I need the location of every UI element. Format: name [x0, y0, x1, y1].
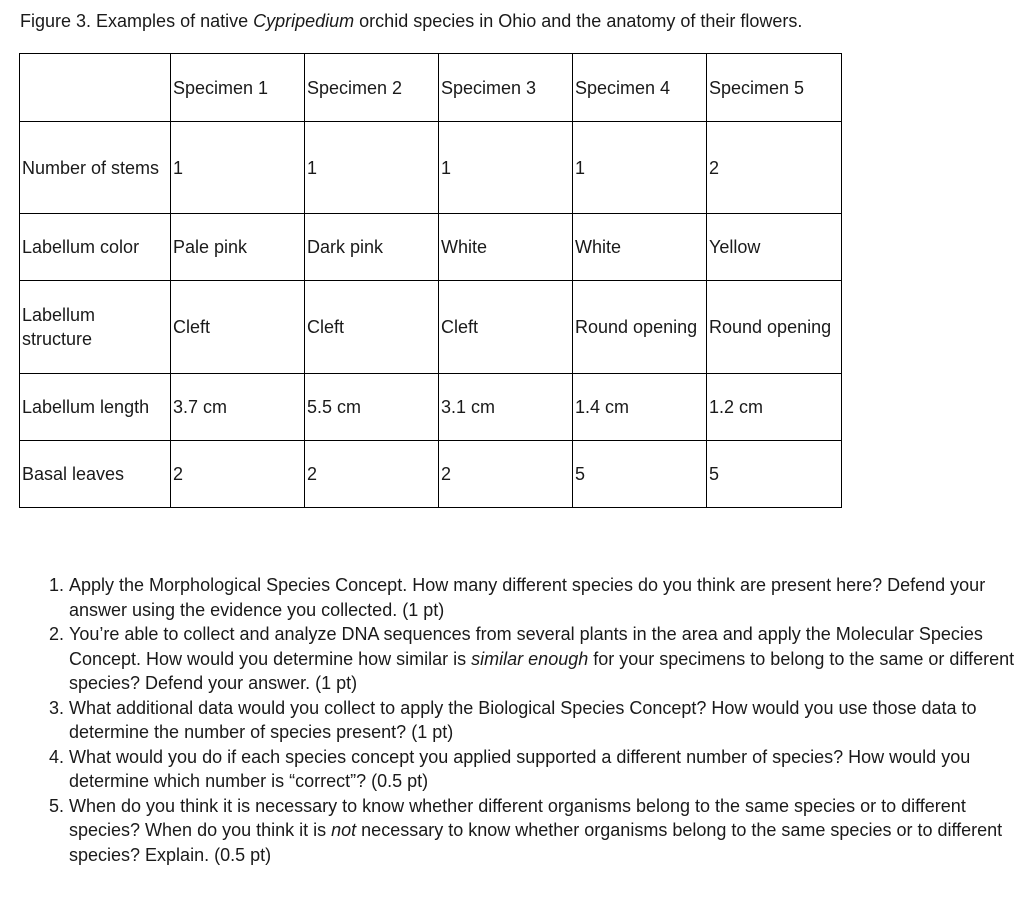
- table-cell: White: [573, 214, 707, 281]
- table-cell: 1: [305, 122, 439, 214]
- table-cell: 1: [573, 122, 707, 214]
- table-row: [20, 374, 842, 441]
- question-3-text: What additional data would you collect to apply the Biological Species Concept? How would you use those data to determine the number of species present? (1 pt): [69, 697, 977, 742]
- caption-prefix: Figure 3. Examples of native: [20, 11, 254, 31]
- table-cell: White: [439, 214, 573, 281]
- question-4-text: What would you do if each species concept you applied supported a different number of species? How would you determine which number is “correct”? (0.5 pt): [69, 746, 971, 791]
- table-cell: Pale pink: [171, 214, 305, 281]
- question-5-emphasis: not: [331, 820, 357, 840]
- header-specimen-1: Specimen 1: [171, 54, 305, 122]
- row-label-length: Labellum length: [20, 374, 171, 441]
- table-cell: Cleft: [171, 281, 305, 374]
- table-cell: 5: [573, 441, 707, 508]
- header-cell-empty: [20, 54, 171, 122]
- table-row: [20, 122, 842, 214]
- header-specimen-3: Specimen 3: [439, 54, 573, 122]
- caption-suffix: orchid species in Ohio and the anatomy of their flowers.: [354, 11, 803, 31]
- figure-caption: [20, 9, 802, 33]
- table-cell: 1: [439, 122, 573, 214]
- row-label-color: Labellum color: [20, 214, 171, 281]
- specimen-table: [19, 53, 842, 508]
- question-list: [40, 573, 1024, 867]
- table-header-row: [20, 54, 842, 122]
- table-cell: 3.1 cm: [439, 374, 573, 441]
- table-cell: 5: [707, 441, 842, 508]
- question-2-text-a: You’re able to collect and analyze DNA sequences from several plants in the area and apply the Molecular Species Concept. How would you determine how similar is: [69, 624, 983, 669]
- question-5: [69, 794, 1024, 868]
- question-2: [69, 622, 1024, 696]
- row-label-basal-leaves: Basal leaves: [20, 441, 171, 508]
- table-cell: 1.4 cm: [573, 374, 707, 441]
- header-specimen-4: Specimen 4: [573, 54, 707, 122]
- row-label-structure: Labellum structure: [20, 281, 171, 374]
- table-cell: Round opening: [707, 281, 842, 374]
- question-5-text-b: necessary to know whether organisms belong to the same species or to different species? Explain. (0.5 pt): [69, 820, 1003, 865]
- question-2-emphasis: similar enough: [471, 648, 589, 669]
- table-cell: 2: [305, 441, 439, 508]
- table-cell: 2: [707, 122, 842, 214]
- table-cell: Cleft: [305, 281, 439, 374]
- table-cell: Dark pink: [305, 214, 439, 281]
- question-1-text: Apply the Morphological Species Concept. How many different species do you think are present here? Defend your answer using the evidence you collected. (1 pt): [69, 575, 986, 620]
- question-2-text-b: for your specimens to belong to the same or different species? Defend your answer. (1 pt): [69, 648, 1015, 693]
- table-cell: 3.7 cm: [171, 374, 305, 441]
- table-cell: Cleft: [439, 281, 573, 374]
- table-cell: 5.5 cm: [305, 374, 439, 441]
- table-cell: 2: [439, 441, 573, 508]
- row-label-stems: Number of stems: [20, 122, 171, 214]
- header-specimen-5: Specimen 5: [707, 54, 842, 122]
- table-cell: 1.2 cm: [707, 374, 842, 441]
- caption-genus: Cypripedium: [253, 11, 355, 31]
- question-4: [69, 745, 1024, 794]
- table-cell: 1: [171, 122, 305, 214]
- question-5-text-a: When do you think it is necessary to know whether different organisms belong to the same species or to different species? When do you think it is: [69, 795, 966, 840]
- table-row: [20, 441, 842, 508]
- table-cell: Yellow: [707, 214, 842, 281]
- table-row: [20, 214, 842, 281]
- header-specimen-2: Specimen 2: [305, 54, 439, 122]
- question-3: [69, 696, 1024, 745]
- question-1: [69, 573, 1024, 622]
- table-cell: 2: [171, 441, 305, 508]
- table-row: [20, 281, 842, 374]
- table-cell: Round opening: [573, 281, 707, 374]
